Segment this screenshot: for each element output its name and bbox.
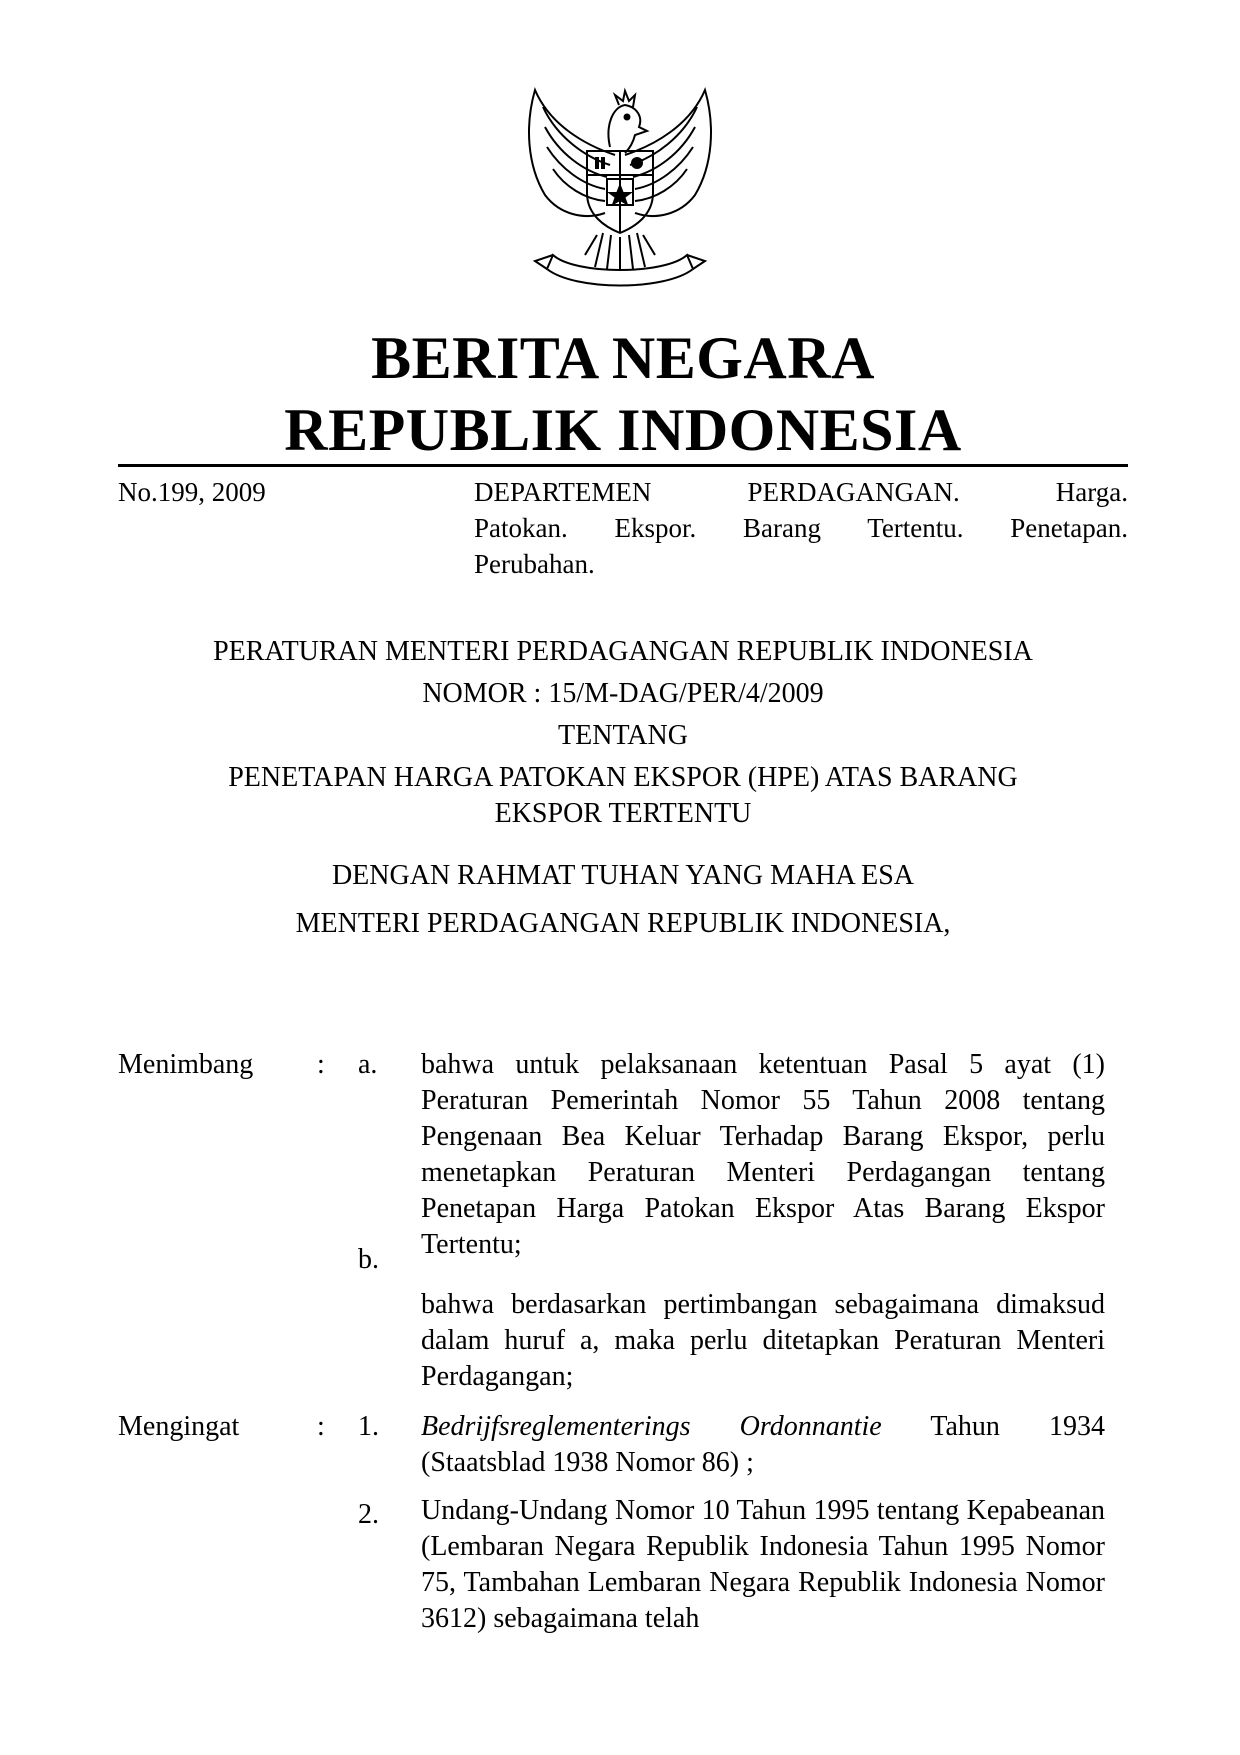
regulation-subject-line1: PENETAPAN HARGA PATOKAN EKSPOR (HPE) ATAS BARANG [228,762,1018,793]
regulation-number: NOMOR : 15/M-DAG/PER/4/2009 [422,678,824,709]
mengingat-item-1 [421,1409,1105,1481]
regulation-tentang: TENTANG [558,720,688,751]
regulation-title: PERATURAN MENTERI PERDAGANGAN REPUBLIK INDONESIA [213,636,1033,667]
menimbang-item-a: bahwa untuk pelaksanaan ketentuan Pasal 5 ayat (1) Peraturan Pemerintah Nomor 55 Tahun 2008 tentang Pengenaan Bea Keluar Terhadap Barang Ekspor, perlu menetapkan Peraturan Menteri Perdagangan tentang Penetapan Harga Patokan Ekspor Atas Barang Ekspor Tertentu; [421,1049,1105,1260]
garuda-emblem-icon [515,85,725,300]
menimbang-colon: : [317,1049,325,1080]
masthead-title-line1: BERITA NEGARA [371,325,875,391]
menimbang-marker-b: b. [358,1244,379,1275]
subject-line3: Perubahan. [474,549,595,579]
menimbang-label: Menimbang [118,1049,254,1080]
invocation: DENGAN RAHMAT TUHAN YANG MAHA ESA [331,860,915,891]
mengingat-label: Mengingat [118,1411,240,1442]
gazette-number: No.199, 2009 [118,477,266,507]
menimbang-item-b: bahwa berdasarkan pertimbangan sebagaimana dimaksud dalam huruf a, maka perlu ditetapkan Peraturan Menteri Perdagangan; [421,1289,1105,1392]
mengingat-item-1-text: Tahun 1934 (Staatsblad 1938 Nomor 86) ; [421,1411,1105,1478]
subject-line2: Patokan. Ekspor. Barang Tertentu. Penetapan. [474,513,1128,543]
masthead-divider [118,464,1128,467]
mengingat-colon: : [317,1411,325,1442]
gazette-subject [474,474,1128,582]
regulation-subject-line2: EKSPOR TERTENTU [494,798,752,829]
mengingat-marker-1: 1. [358,1411,379,1442]
minister-heading: MENTERI PERDAGANGAN REPUBLIK INDONESIA, [295,908,951,939]
mengingat-item-1-italic: Bedrijfsreglementerings Ordonnantie [421,1411,882,1442]
subject-line1: DEPARTEMEN PERDAGANGAN. Harga. [474,477,1128,507]
mengingat-item-2: Undang-Undang Nomor 10 Tahun 1995 tentang Kepabeanan (Lembaran Negara Republik Indonesia Tahun 1995 Nomor 75, Tambahan Lembaran Negara Republik Indonesia Nomor 3612) sebagaimana telah [421,1495,1105,1634]
menimbang-marker-a: a. [358,1049,378,1080]
mengingat-marker-2: 2. [358,1499,379,1530]
masthead-title-line2: REPUBLIK INDONESIA [284,397,962,463]
